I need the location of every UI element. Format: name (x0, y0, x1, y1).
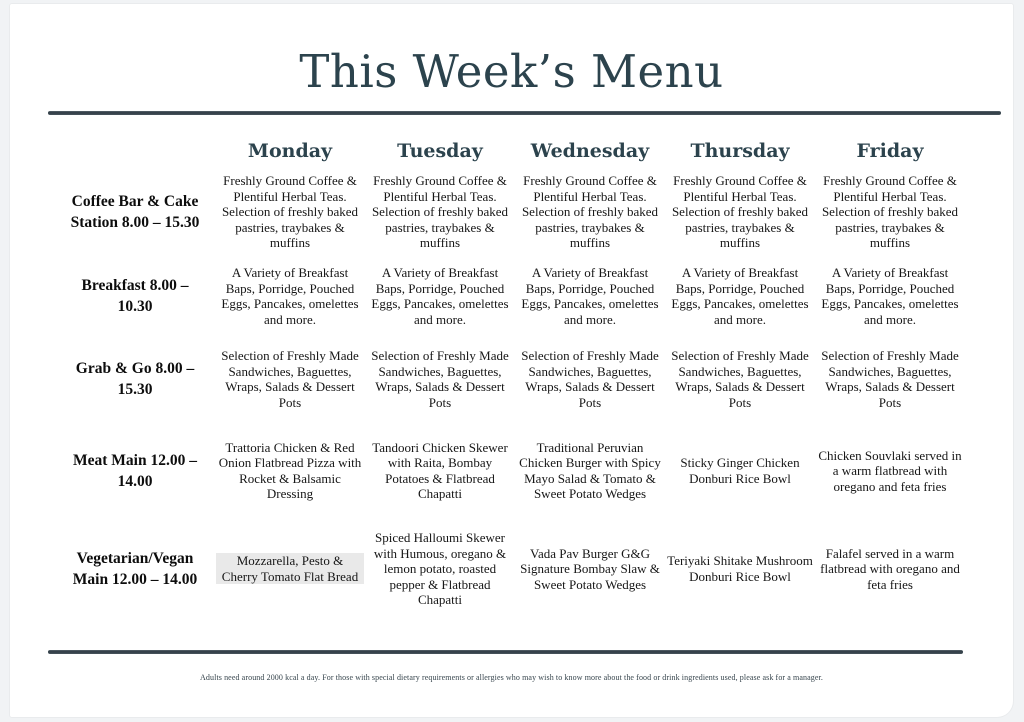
menu-cell-text: Freshly Ground Coffee & Plentiful Herbal Teas. Selection of freshly baked pastries, traybakes & muffins (821, 173, 959, 250)
menu-cell (665, 257, 815, 336)
menu-cell (815, 519, 965, 619)
menu-cell (515, 167, 665, 257)
menu-cell-text: Selection of Freshly Made Sandwiches, Baguettes, Wraps, Salads & Dessert Pots (821, 348, 959, 410)
menu-cell (515, 257, 665, 336)
menu-cell-text: Spiced Halloumi Skewer with Humous, oregano & lemon potato, roasted pepper & Flatbread Chapatti (373, 530, 507, 607)
menu-cell-text: Selection of Freshly Made Sandwiches, Baguettes, Wraps, Salads & Dessert Pots (221, 348, 359, 410)
menu-cell (215, 519, 365, 619)
menu-cell-text: Selection of Freshly Made Sandwiches, Baguettes, Wraps, Salads & Dessert Pots (371, 348, 509, 410)
menu-cell-text: A Variety of Breakfast Baps, Porridge, Pouched Eggs, Pancakes, omelettes and more. (521, 265, 659, 327)
menu-cell-text: A Variety of Breakfast Baps, Porridge, Pouched Eggs, Pancakes, omelettes and more. (221, 265, 359, 327)
menu-cell-text: Freshly Ground Coffee & Plentiful Herbal Teas. Selection of freshly baked pastries, traybakes & muffins (371, 173, 509, 250)
menu-cell-text: Falafel served in a warm flatbread with oregano and feta fries (820, 545, 960, 592)
menu-cell (365, 336, 515, 423)
footer-note: Adults need around 2000 kcal a day. For those with special dietary requirements or allergies who may wish to know more about the food or drink ingredients used, please ask for a manager. (200, 672, 823, 682)
day-header-thursday: Thursday (690, 140, 790, 163)
title-divider (48, 111, 1001, 115)
menu-cell-text: Sticky Ginger Chicken Donburi Rice Bowl (680, 455, 800, 486)
menu-cell (215, 257, 365, 336)
menu-cell-text: Selection of Freshly Made Sandwiches, Baguettes, Wraps, Salads & Dessert Pots (521, 348, 659, 410)
menu-cell (215, 167, 365, 257)
menu-cell (365, 423, 515, 519)
menu-cell (515, 423, 665, 519)
menu-page (10, 4, 1013, 717)
menu-cell (815, 257, 965, 336)
menu-cell-text: Chicken Souvlaki served in a warm flatbread with oregano and feta fries (818, 447, 962, 494)
row-label-vegetarian-vegan-main: Vegetarian/Vegan Main 12.00 – 14.00 (72, 549, 198, 588)
menu-cell (815, 336, 965, 423)
row-label-coffee-bar: Coffee Bar & Cake Station 8.00 – 15.30 (70, 192, 200, 231)
menu-cell (515, 519, 665, 619)
menu-cell-text: A Variety of Breakfast Baps, Porridge, Pouched Eggs, Pancakes, omelettes and more. (821, 265, 959, 327)
menu-cell (665, 519, 815, 619)
menu-cell (665, 423, 815, 519)
menu-cell (365, 519, 515, 619)
row-label-meat-main: Meat Main 12.00 – 14.00 (73, 451, 197, 490)
menu-cell (815, 167, 965, 257)
menu-cell-text: Teriyaki Shitake Mushroom Donburi Rice Bowl (667, 553, 813, 584)
menu-cell (365, 167, 515, 257)
menu-cell-text: Freshly Ground Coffee & Plentiful Herbal Teas. Selection of freshly baked pastries, traybakes & muffins (221, 173, 359, 250)
menu-cell (815, 423, 965, 519)
menu-cell-text: Traditional Peruvian Chicken Burger with Spicy Mayo Salad & Tomato & Sweet Potato Wedges (519, 439, 661, 502)
row-label-grab-and-go: Grab & Go 8.00 – 15.30 (75, 360, 195, 399)
row-label-breakfast: Breakfast 8.00 – 10.30 (81, 277, 189, 316)
menu-cell (215, 423, 365, 519)
day-header-wednesday: Wednesday (530, 140, 650, 163)
menu-cell-text: Tandoori Chicken Skewer with Raita, Bombay Potatoes & Flatbread Chapatti (372, 439, 508, 502)
day-header-friday: Friday (856, 140, 924, 163)
page-title: This Week’s Menu (299, 45, 724, 98)
menu-cell-text: Vada Pav Burger G&G Signature Bombay Slaw & Sweet Potato Wedges (520, 545, 660, 592)
menu-cell (515, 336, 665, 423)
menu-cell (665, 336, 815, 423)
menu-cell (215, 336, 365, 423)
menu-cell-text: A Variety of Breakfast Baps, Porridge, Pouched Eggs, Pancakes, omelettes and more. (671, 265, 809, 327)
menu-cell (365, 257, 515, 336)
menu-cell-text: Freshly Ground Coffee & Plentiful Herbal Teas. Selection of freshly baked pastries, traybakes & muffins (521, 173, 659, 250)
menu-cell-text: Selection of Freshly Made Sandwiches, Baguettes, Wraps, Salads & Dessert Pots (671, 348, 809, 410)
menu-cell-text: Trattoria Chicken & Red Onion Flatbread Pizza with Rocket & Balsamic Dressing (218, 439, 362, 502)
menu-cell-text: A Variety of Breakfast Baps, Porridge, Pouched Eggs, Pancakes, omelettes and more. (371, 265, 509, 327)
day-header-tuesday: Tuesday (397, 140, 483, 163)
day-header-monday: Monday (247, 140, 333, 163)
menu-cell-text: Freshly Ground Coffee & Plentiful Herbal Teas. Selection of freshly baked pastries, traybakes & muffins (671, 173, 809, 250)
menu-table (55, 136, 965, 619)
menu-cell-text-highlighted: Mozzarella, Pesto & Cherry Tomato Flat Bread (216, 553, 364, 584)
menu-cell (665, 167, 815, 257)
footer-divider (48, 650, 963, 654)
